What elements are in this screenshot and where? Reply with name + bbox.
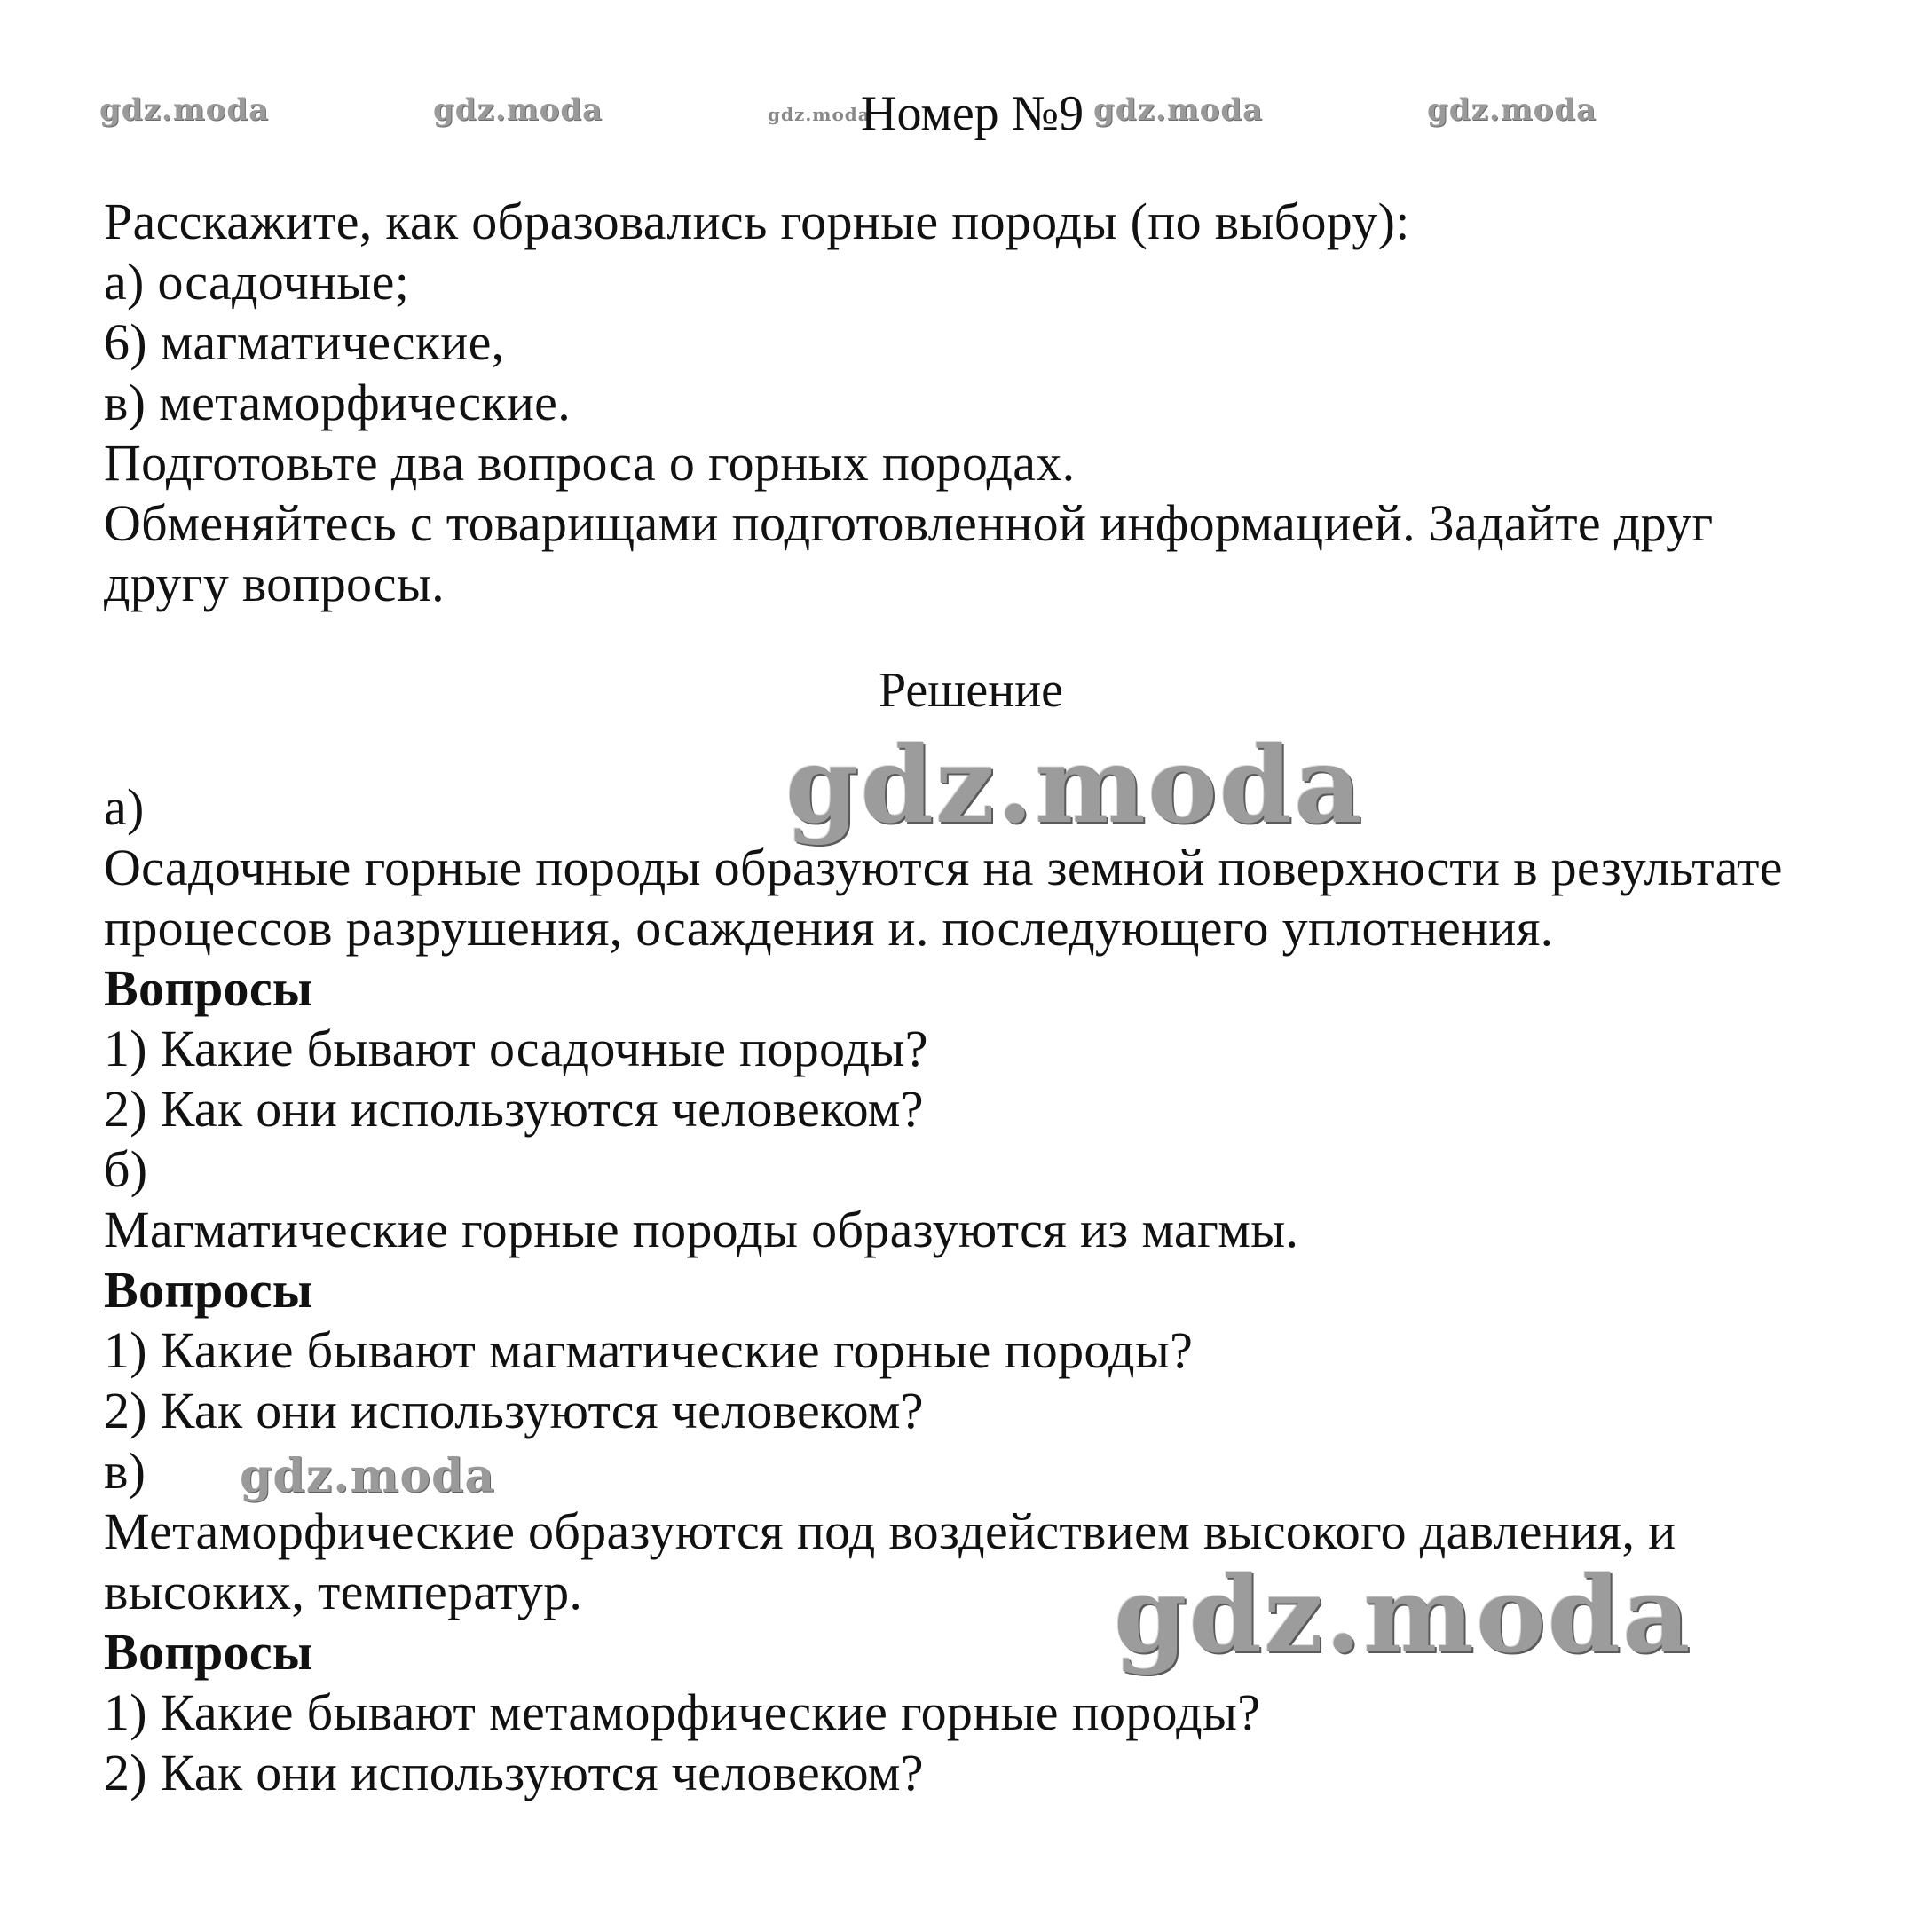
watermark: gdz.moda: [1093, 92, 1264, 128]
task-line: в) метаморфические.: [104, 374, 572, 431]
task-line: Обменяйтесь с товарищами подготовленной информацией. Задайте друг: [104, 494, 1714, 552]
part-a-questions-title: Вопросы: [104, 959, 313, 1017]
part-a-text: процессов разрушения, осаждения и. последующего уплотнения.: [104, 899, 1554, 957]
task-line: Подготовьте два вопроса о горных породах.: [104, 434, 1076, 492]
task-line: Расскажите, как образовались горные породы (по выбору):: [104, 193, 1410, 250]
part-c-label: в): [104, 1442, 146, 1500]
part-c-question: 1) Какие бывают метаморфические горные породы?: [104, 1683, 1261, 1741]
watermark: gdz.moda: [99, 92, 270, 128]
part-a-label: а): [104, 778, 145, 836]
watermark: gdz.moda: [240, 1449, 496, 1503]
solution-title: Решение: [879, 663, 1064, 718]
part-c-text: Метаморфические образуются под воздействием высокого давления, и: [104, 1502, 1676, 1560]
part-b-text: Магматические горные породы образуются из магмы.: [104, 1201, 1299, 1258]
watermark: gdz.moda: [433, 92, 603, 128]
watermark: gdz.moda: [1114, 1553, 1692, 1676]
part-c-question: 2) Как они используются человеком?: [104, 1744, 924, 1801]
part-b-questions-title: Вопросы: [104, 1261, 313, 1319]
part-c-text: высоких, температур.: [104, 1563, 583, 1620]
task-line: другу вопросы.: [104, 555, 445, 612]
page-title: Номер №9: [861, 86, 1084, 141]
watermark: gdz.moda: [785, 723, 1364, 847]
part-a-text: Осадочные горные породы образуются на земной поверхности в результате: [104, 839, 1783, 896]
part-b-question: 1) Какие бывают магматические горные породы?: [104, 1321, 1194, 1379]
watermark: gdz.moda: [768, 104, 871, 125]
part-c-questions-title: Вопросы: [104, 1623, 313, 1681]
task-line: 6) магматические,: [104, 313, 505, 371]
watermark: gdz.moda: [1427, 92, 1597, 128]
part-b-label: б): [104, 1140, 148, 1198]
part-b-question: 2) Как они используются человеком?: [104, 1382, 924, 1439]
part-a-question: 1) Какие бывают осадочные породы?: [104, 1020, 928, 1077]
part-a-question: 2) Как они используются человеком?: [104, 1080, 924, 1138]
task-line: а) осадочные;: [104, 253, 410, 311]
